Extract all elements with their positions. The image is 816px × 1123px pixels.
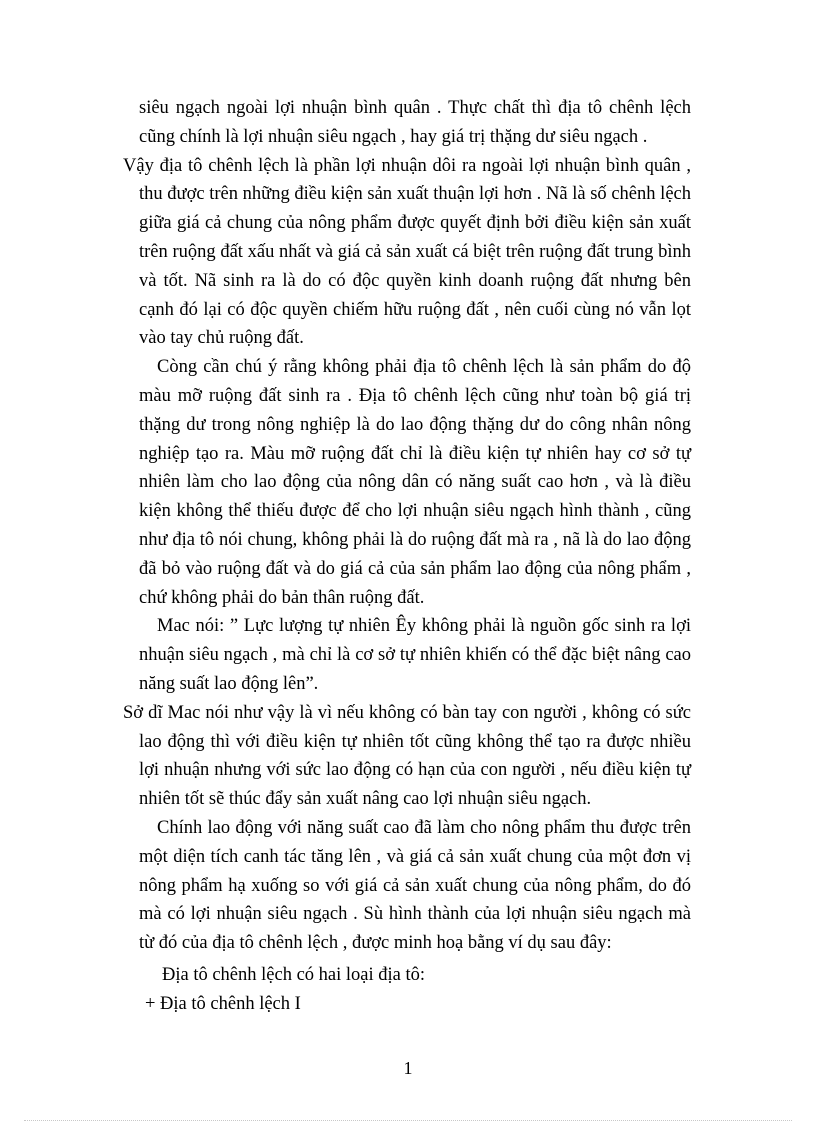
page-bottom-divider — [24, 1120, 792, 1121]
paragraph-2: Vậy địa tô chênh lệch là phần lợi nhuận dôi ra ngoài lợi nhuận bình quân , thu được trên những điều kiện sản xuất thuận lợi hơn . Nã là số chênh lệch giữa giá cả chung của nông phẩm được quyết định bởi điều kiện sản xuất trên ruộng đất xấu nhất và giá cả sản xuất cá biệt trên ruộng đất trung bình và tốt. Nã sinh ra là do có độc quyền kinh doanh ruộng đất nhưng bên cạnh đó lại có độc quyền chiếm hữu ruộng đất , nên cuối cùng nó vẫn lọt vào tay chủ ruộng đất. — [123, 155, 691, 349]
type-one-heading: + Địa tô chênh lệch I — [145, 994, 301, 1014]
types-intro-line: Địa tô chênh lệch có hai loại địa tô: — [162, 965, 426, 985]
page-number: 1 — [403, 1058, 413, 1078]
paragraph-4: Mac nói: ” Lực lượng tự nhiên Êy không phải là nguồn gốc sinh ra lợi nhuận siêu ngạch , mà chỉ là cơ sở tự nhiên khiến có thể đặc biệt nâng cao năng suất lao động lên”. — [139, 616, 691, 694]
paragraph-6: Chính lao động với năng suất cao đã làm cho nông phẩm thu được trên một diện tích canh tác tăng lên , và giá cả sản xuất chung của một đơn vị nông phẩm hạ xuống so với giá cả sản xuất chung của nông phẩm, do đó mà có lợi nhuận siêu ngạch . Sù hình thành của lợi nhuận siêu ngạch mà từ đó của địa tô chênh lệch , được minh hoạ bằng ví dụ sau đây: — [139, 817, 691, 954]
paragraph-5: Sở dĩ Mac nói như vậy là vì nếu không có bàn tay con người , không có sức lao động thì với điều kiện tự nhiên tốt cũng không thể tạo ra được nhiều lợi nhuận nhưng với sức lao động có hạn của con người , nếu điều kiện tự nhiên tốt sẽ thúc đẩy sản xuất nâng cao lợi nhuận siêu ngạch. — [123, 702, 691, 810]
paragraph-1: siêu ngạch ngoài lợi nhuận bình quân . Thực chất thì địa tô chênh lệch cũng chính là lợi nhuận siêu ngạch , hay giá trị thặng dư siêu ngạch . — [139, 98, 691, 147]
paragraph-3: Còng cần chú ý rằng không phải địa tô chênh lệch là sản phẩm do độ màu mỡ ruộng đất sinh ra . Địa tô chênh lệch cũng như toàn bộ giá trị thặng dư trong nông nghiệp là do lao động thặng dư do công nhân nông nghiệp tạo ra. Màu mỡ ruộng đất chỉ là điều kiện tự nhiên hay cơ sở tự nhiên làm cho lao động của nông dân có năng suất cao hơn , và là điều kiện không thể thiếu được để cho lợi nhuận siêu ngạch hình thành , cũng như địa tô nói chung, không phải là do ruộng đất mà ra , nã là do lao động đã bỏ vào ruộng đất và do giá cả của sản phẩm lao động của nông phẩm , chứ không phải do bản thân ruộng đất. — [139, 357, 691, 608]
body-text — [123, 94, 691, 958]
